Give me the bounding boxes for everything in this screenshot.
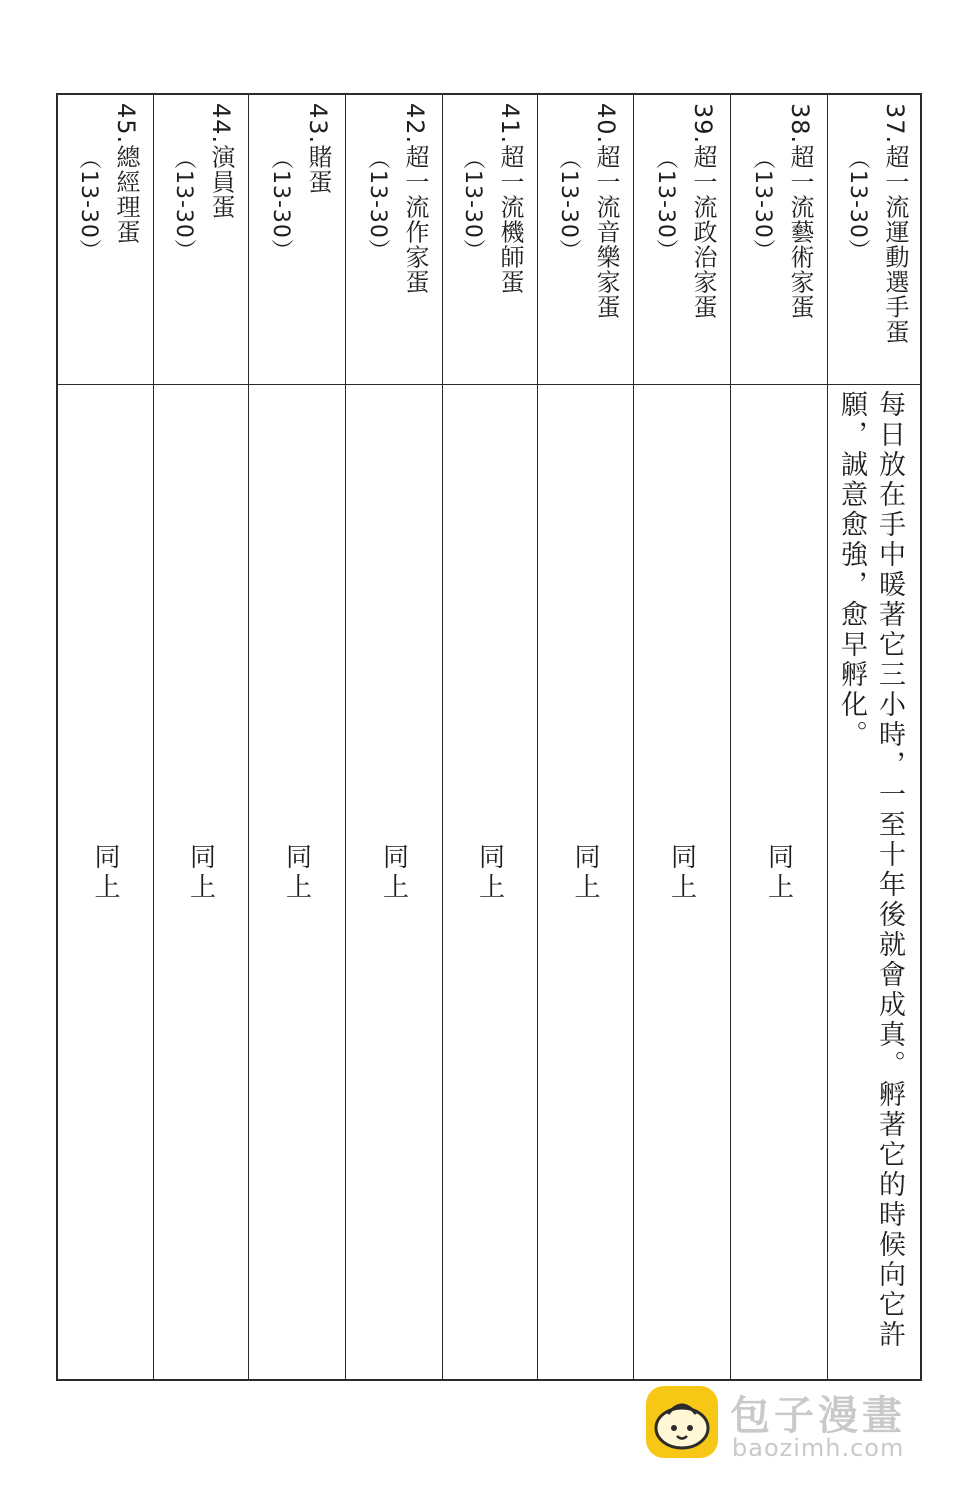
egg-title: 45.總經理蛋 xyxy=(112,103,140,245)
egg-title: 39.超一流政治家蛋 xyxy=(689,103,717,320)
egg-description: 同上 xyxy=(570,843,600,903)
egg-name-cell xyxy=(346,103,442,379)
egg-table xyxy=(56,93,922,1381)
egg-name-cell xyxy=(731,103,827,379)
egg-title: 40.超一流音樂家蛋 xyxy=(592,103,620,320)
table-row xyxy=(730,95,827,1379)
egg-name-cell xyxy=(828,103,922,379)
table-row xyxy=(442,95,537,1379)
cell-divider xyxy=(731,384,827,385)
table-row xyxy=(248,95,345,1379)
egg-name-cell xyxy=(634,103,730,379)
cell-divider xyxy=(443,384,537,385)
site-watermark xyxy=(646,1384,936,1464)
egg-age-range: （13-30） xyxy=(268,147,293,262)
table-row xyxy=(827,95,922,1379)
cell-divider xyxy=(58,384,153,385)
egg-description: 同上 xyxy=(666,843,697,903)
egg-description: 同上 xyxy=(281,843,312,903)
cell-divider xyxy=(154,384,248,385)
watermark-url: baozimh.com xyxy=(732,1434,905,1462)
cell-divider xyxy=(538,384,633,385)
egg-age-range: （13-30） xyxy=(460,147,485,262)
cell-divider xyxy=(249,384,345,385)
egg-description: 每日放在手中暖著它三小時，一至十年後就會成真。孵著它的時候向它許願，誠意愈強，愈早孵化。 xyxy=(836,390,905,1350)
egg-age-range: （13-30） xyxy=(171,147,196,262)
egg-name-cell xyxy=(249,103,345,379)
egg-age-range: （13-30） xyxy=(653,147,678,262)
bun-mascot-icon xyxy=(646,1386,718,1458)
table-row xyxy=(58,95,153,1379)
egg-name-cell xyxy=(443,103,537,379)
egg-age-range: （13-30） xyxy=(76,147,101,262)
egg-age-range: （13-30） xyxy=(365,147,390,262)
egg-description: 同上 xyxy=(378,843,409,903)
egg-name-cell xyxy=(538,103,633,379)
egg-title: 37.超一流運動選手蛋 xyxy=(881,103,909,345)
cell-divider xyxy=(828,384,922,385)
cell-divider xyxy=(346,384,442,385)
egg-description: 同上 xyxy=(474,843,505,903)
watermark-title: 包子漫畫 xyxy=(730,1393,906,1439)
table-row xyxy=(633,95,730,1379)
egg-name-cell xyxy=(154,103,248,379)
table-row xyxy=(345,95,442,1379)
egg-description: 同上 xyxy=(763,843,794,903)
egg-name-cell xyxy=(58,103,153,379)
egg-description: 同上 xyxy=(90,843,120,903)
egg-age-range: （13-30） xyxy=(845,147,870,262)
egg-title: 41.超一流機師蛋 xyxy=(496,103,524,295)
egg-title: 43.賭蛋 xyxy=(304,103,332,195)
egg-age-range: （13-30） xyxy=(556,147,581,262)
table-row xyxy=(153,95,248,1379)
egg-title: 44.演員蛋 xyxy=(207,103,235,220)
table-row xyxy=(537,95,633,1379)
egg-age-range: （13-30） xyxy=(750,147,775,262)
egg-title: 38.超一流藝術家蛋 xyxy=(786,103,814,320)
egg-description: 同上 xyxy=(185,843,216,903)
cell-divider xyxy=(634,384,730,385)
egg-title: 42.超一流作家蛋 xyxy=(401,103,429,295)
